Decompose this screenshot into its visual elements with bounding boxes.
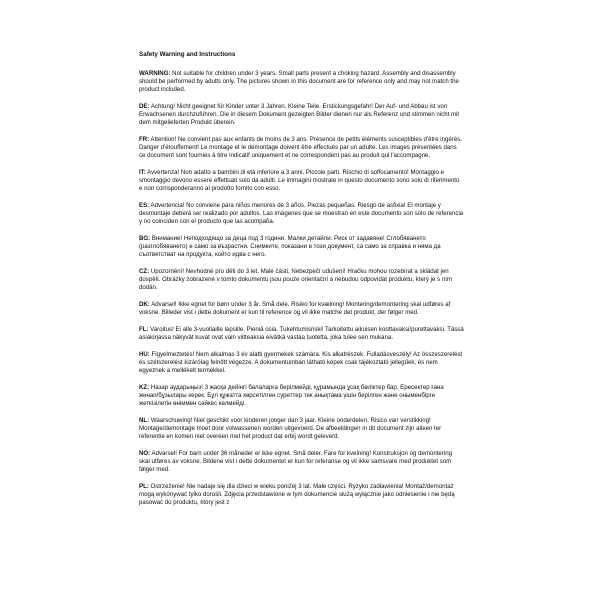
section-warning <box>139 70 464 95</box>
section-kz <box>139 384 464 409</box>
section-fl <box>139 326 464 342</box>
section-dk <box>139 301 464 317</box>
section-label: DE: <box>139 103 150 110</box>
section-hu <box>139 351 464 376</box>
section-text: Advertencia! No conviene para niños menores de 3 años. Piezas pequeñas. Riesgo de asfixia! El montaje y desmontaje deberá ser realizado por adultos. Las imágenes que se muestran en este documento son solo de referencia y no coinciden con el producto que las acompaña. <box>139 202 464 226</box>
section-text: Внимание! Неподходящо за деца под 3 години. Малки детайли. Риск от задавяне! Сглобяването (разглобяването) е само за възрастни. Снимките, показани в този документ, са само за справка и няма да съответстват на продукта, който идва с него. <box>139 235 441 259</box>
section-es <box>139 202 464 227</box>
section-label: CZ: <box>139 268 150 275</box>
section-fr <box>139 136 464 161</box>
section-label: DK: <box>139 301 150 308</box>
section-it <box>139 169 464 194</box>
section-bg <box>139 235 464 260</box>
section-label: WARNING: <box>139 70 171 77</box>
section-text: Varoitus! Ei alle 3-vuotiaille lapsille. Pieniä osia. Tukehtumisriski! Tarkoitettu aikuisen koottavaksi/purettavaksi. Tässä asiakirjassa näkyvät kuvat ovat vain viitteaksia eivätkä vastaa tuotetta, joka tulee sen mukana. <box>139 325 464 341</box>
section-label: NO: <box>139 449 151 457</box>
section-label: HU: <box>139 350 150 358</box>
section-de <box>139 103 464 128</box>
section-label: BG: <box>139 235 151 242</box>
section-no <box>139 450 464 475</box>
section-text: Upozornění! Nevhodné pro děti do 3 let. Malé části. Nebezpečí udušení! Hračku mohou rozebírat a skládat jen dospělí. Obrázky zobrazené v tomto dokumentu jsou pouze orientační a nebudou odpovídat produktu, který je s ním dodán. <box>139 268 452 292</box>
section-label: PL: <box>139 482 149 490</box>
section-text: Назар аударыңыз! 3 жасқа дейінгі балаларға берілмейді, құрамында ұсақ бөліктер бар. Ересектер ғана жинап/бұзылары керек. Бұл құжатта көрсетілген суреттер тек анықтама үшін берілген және оныменбірге жеткізілетін өніммен сәйкес келмейді. <box>139 383 444 407</box>
section-label: ES: <box>139 202 150 209</box>
section-text: Attention! Ne convient pas aux enfants de moins de 3 ans. Présence de petits éléments susceptibles d'être ingérés. Danger d'étouffement! Le montage et le démontage doivent être effectués par un adulte. Les images présentées dans ce document sont fournies à titre indicatif uniquement et ne correspondent pas au produit qui l'accompagne. <box>139 136 462 160</box>
section-text: Waarschuwing! Niet geschikt voor kinderen jonger dan 3 jaar. Kleine onderdelen. Risico van verstikking! Montage/demontage moet door volwassenen worden uitgevoerd. De afbeeldingen in dit document zijn alleen ter referentie en komen niet overeen met het product dat erbij wordt geleverd. <box>139 416 442 440</box>
document-content <box>139 51 464 516</box>
section-label: FL: <box>139 325 149 333</box>
section-text: Avvertenza! Non adatto a bambini di età inferiore a 3 anni. Piccole parti. Rischio di soffocamento! Montaggio e smontaggio devono essere effettuati solo da adulti. Le immagini mostrate in questo documento sono solo di riferimento e non corrisponderanno al prodotto fornito con esso. <box>139 169 460 193</box>
section-label: NL: <box>139 416 150 424</box>
section-label: FR: <box>139 136 150 143</box>
section-text: Not suitable for children under 3 years. Small parts present a choking hazard. Assembly and disassembly should be performed by adults only. The pictures shown in this document are for reference only and may not match the product included. <box>139 70 459 94</box>
section-pl <box>139 483 464 508</box>
section-text: Ostrzeżenie! Nie nadaje się dla dzieci w wieku poniżej 3 lat. Małe części. Ryzyko zadławienia! Montaż/demontaż mogą wykonywać tylko dorośli. Zdjęcia przedstawione w tym dokumencie służą wyłącznie jako odniesienie i nie będą pasować do produktu, który jest z <box>139 482 455 506</box>
section-cz <box>139 268 464 293</box>
document-title: Safety Warning and Instructions <box>139 51 236 58</box>
section-text: Figyelmeztetés! Nem alkalmas 3 év alatti gyermekek számára. Kis alkatrészek. Fulladásveszély! Az összeszerelést és szétszerelést kizárólag felnőtt végezze. A dokumentumban látható képek csak tájékoztató jellegűek, és nem egyeznek a mellékelt termékkel. <box>139 350 463 374</box>
section-text: Advarsel! Ikke egnet for børn under 3 år. Små dele. Risiko for kvælning! Montering/demontering skal udføres af voksne. Billeder vist i dette dokument er kun til reference og vil ikke matche det produkt, der følger med. <box>139 301 451 317</box>
section-text: Achtung! Nicht geeignet für Kinder unter 3 Jahren. Kleine Teile. Erstickungsgefahr! Der Auf- und Abbau ist von Erwachsenen durchzuführen. Die in diesem Dokument gezeigten Bilder dienen nur als Referenz und stimmen nicht mit dem mitgelieferten Produkt überein. <box>139 103 460 127</box>
section-nl <box>139 417 464 442</box>
section-label: IT: <box>139 169 146 176</box>
section-text: Advarsel! For barn under 36 måneder er ikke egnet. Små deler. Fare for kvelning! Konstruksjon og demontering skal utføres av voksne. Bildene vist i dette dokumentet er kun for referanse og vil ikke samsvare med produktet som følger med. <box>139 449 452 473</box>
section-label: KZ: <box>139 383 150 391</box>
